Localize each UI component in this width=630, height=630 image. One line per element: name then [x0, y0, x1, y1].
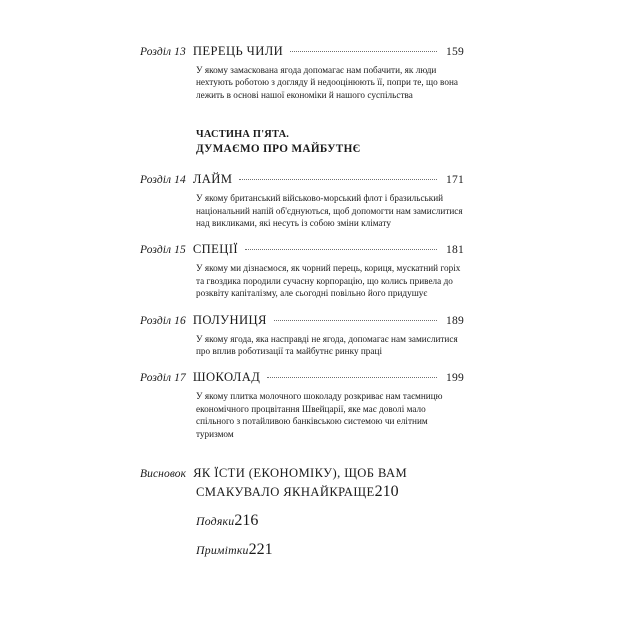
conclusion-title-line-2: СМАКУВАЛО ЯКНАЙКРАЩЕ [196, 485, 375, 500]
table-of-contents [140, 44, 464, 559]
part-heading [196, 129, 464, 155]
spacer [140, 155, 464, 172]
page-number: 171 [446, 173, 464, 187]
chapter-title: ПОЛУНИЦЯ [192, 312, 267, 327]
toc-entry[interactable] [140, 313, 464, 328]
conclusion-label: Висновок [140, 468, 187, 481]
chapter-number: Розділ 15 [140, 244, 186, 257]
chapter-title: СПЕЦІЇ [192, 242, 238, 257]
part-label: ЧАСТИНА П'ЯТА. [196, 129, 290, 141]
chapter-description: У якому британський військово-морський флот і бразильський національний напій об'єднуються, щоб допомогти нам замислитися над викликами, які несуть із собою зміни клімату [196, 193, 463, 229]
toc-entry-conclusion-line-2[interactable] [140, 483, 464, 501]
chapter-description: У якому замаскована ягода допомагає нам побачити, як люди нехтують роботою з догляду й недооцінюють її, попри те, що вона лежить в основі нашої економіки й нашого суспільства [196, 65, 458, 100]
page-number: 210 [374, 483, 399, 501]
chapter-number: Розділ 13 [140, 46, 186, 58]
spacer [140, 357, 464, 370]
chapter-title: ШОКОЛАД [192, 370, 261, 385]
chapter-number: Розділ 14 [140, 174, 186, 187]
chapter-description: У якому ми дізнаємося, як чорний перець, кориця, мускатний горіх та гвоздика породили сучасну корпорацію, що колись привела до розквіту капіталізму, але сьогодні повільно його придушує [196, 263, 461, 299]
page-number: 181 [446, 243, 464, 257]
page-number: 199 [446, 371, 464, 385]
chapter-number: Розділ 17 [140, 372, 186, 385]
toc-entry-acknowledgements[interactable] [140, 512, 464, 530]
toc-entry[interactable] [140, 44, 464, 59]
chapter-title: ЛАЙМ [192, 172, 233, 187]
chapter-title: ПЕРЕЦЬ ЧИЛИ [192, 44, 284, 58]
chapter-description: У якому плитка молочного шоколаду розкриває нам таємницю економічного процвітання Швейцарії, яке має доволі мало спільного з потайливою банківською системою чи елітним туризмом [196, 391, 443, 439]
page-number: 221 [248, 541, 273, 559]
page-number: 216 [234, 512, 259, 530]
spacer [140, 229, 464, 242]
toc-entry[interactable] [140, 172, 464, 187]
leader-dots [290, 51, 437, 52]
chapter-description: У якому ягода, яка насправді не ягода, допомагає нам замислитися про вплив роботизації та майбутнє ринку праці [196, 333, 458, 357]
spacer [140, 300, 464, 313]
page-number: 159 [446, 45, 464, 58]
toc-entry[interactable] [140, 370, 464, 385]
leader-dots [274, 320, 437, 321]
leader-dots [239, 179, 437, 180]
conclusion-title-line-1: ЯК ЇСТИ (ЕКОНОМІКУ), ЩОБ ВАМ [193, 466, 408, 481]
chapter-number: Розділ 16 [140, 314, 186, 327]
notes-label: Примітки [196, 543, 249, 558]
acknowledgements-label: Подяки [196, 514, 235, 529]
toc-entry[interactable] [140, 242, 464, 257]
leader-dots [245, 249, 437, 250]
spacer [140, 440, 464, 466]
toc-entry-conclusion[interactable] [140, 466, 464, 481]
toc-entry-notes[interactable] [140, 541, 464, 559]
leader-dots [267, 377, 437, 378]
part-title: ДУМАЄМО ПРО МАЙБУТНЄ [196, 143, 361, 156]
page-number: 189 [446, 313, 464, 327]
